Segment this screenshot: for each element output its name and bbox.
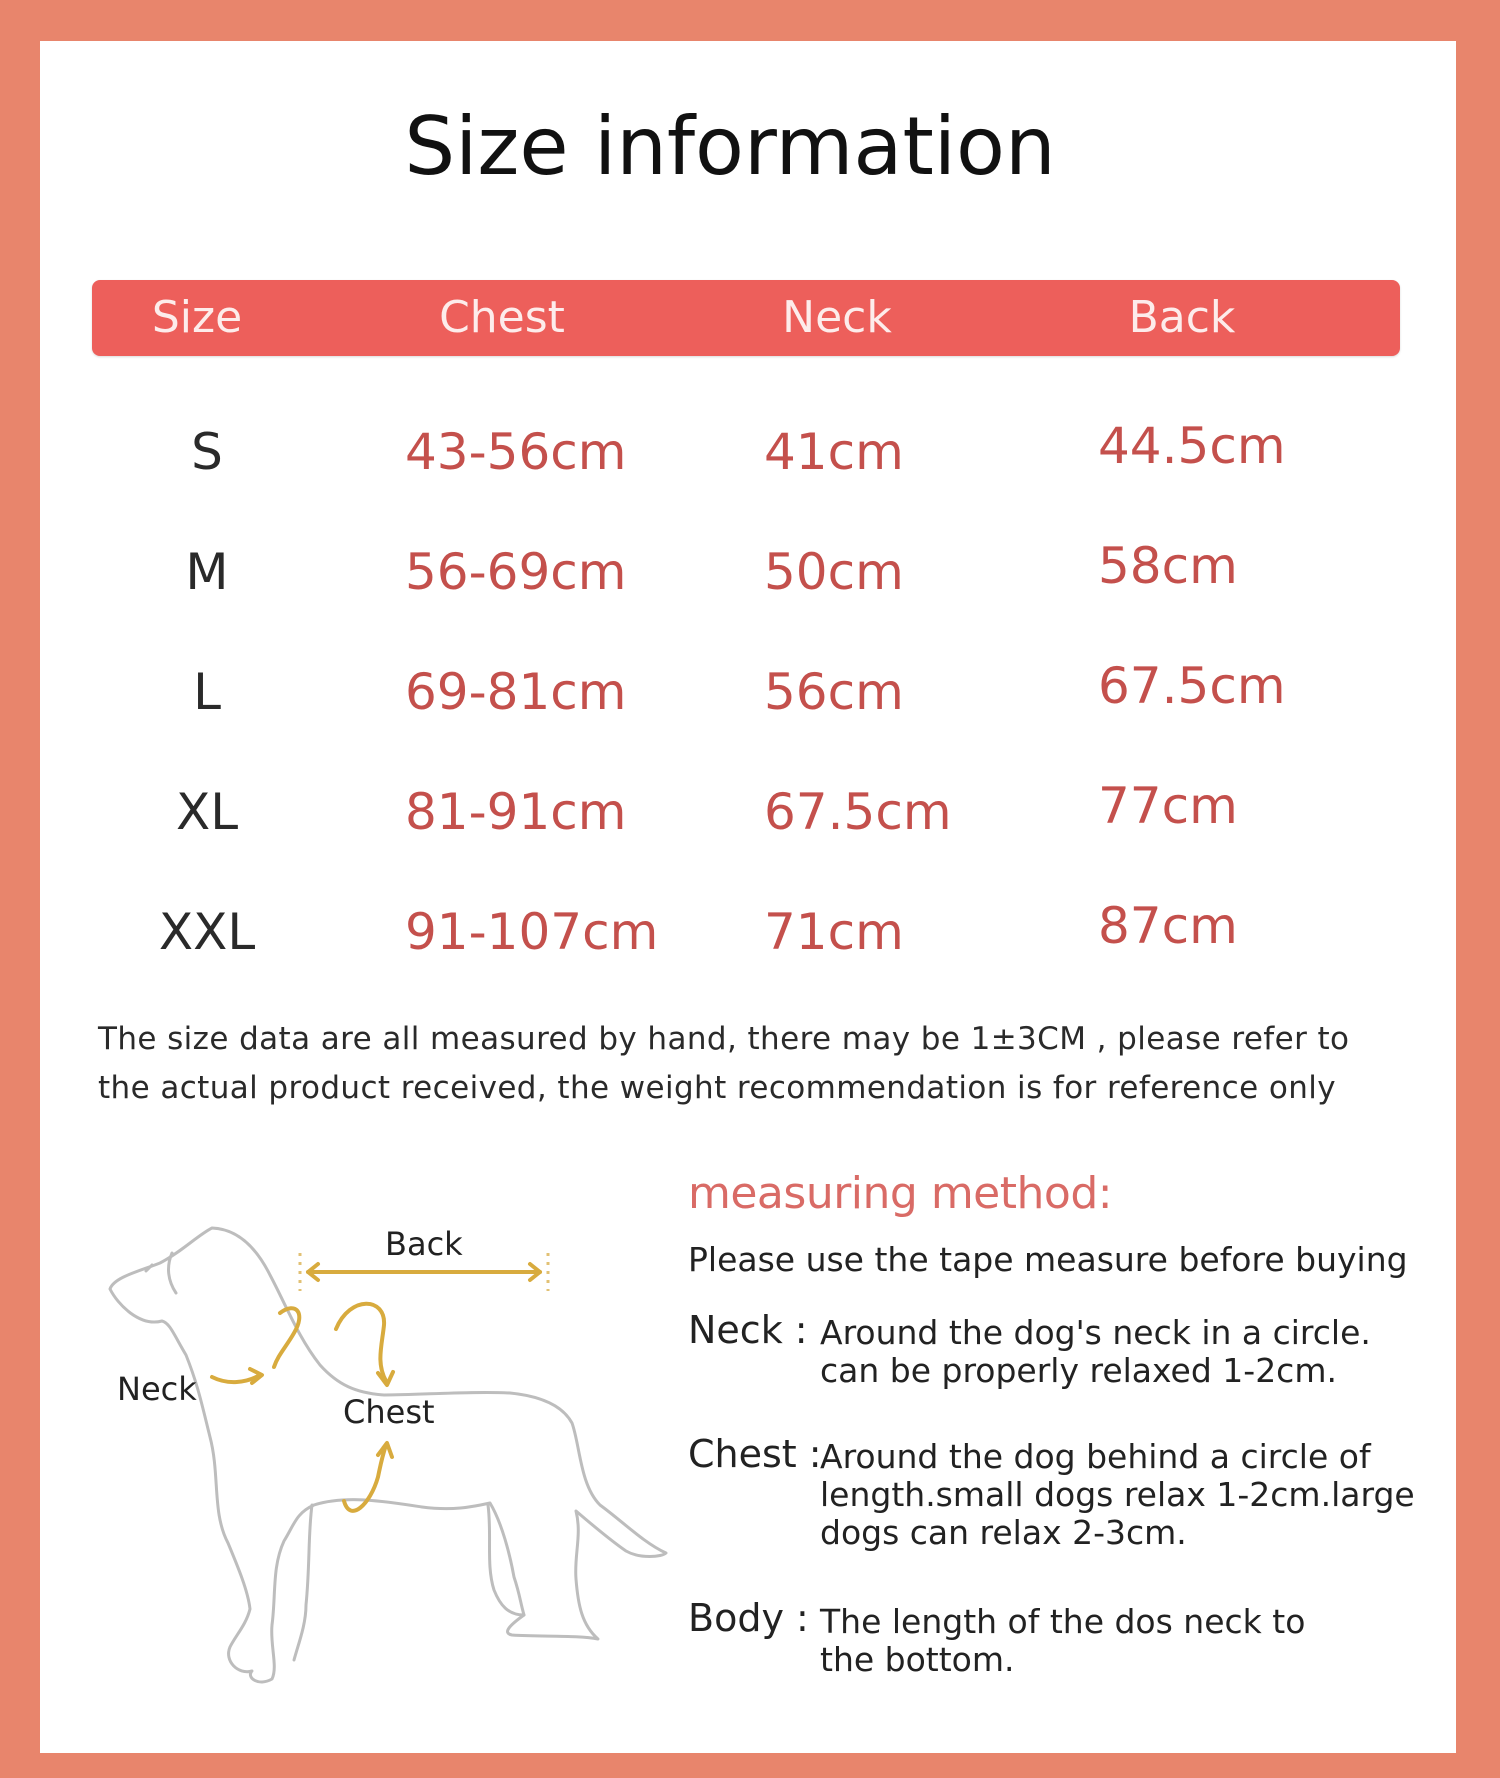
body-term: Body : bbox=[688, 1596, 809, 1640]
measuring-method-subtitle: Please use the tape measure before buying bbox=[688, 1240, 1408, 1279]
back-cell: 77cm bbox=[1098, 777, 1238, 835]
description-line: Around the dog behind a circle of bbox=[820, 1437, 1371, 1476]
description-line: dogs can relax 2-3cm. bbox=[820, 1513, 1187, 1552]
description-line: The length of the dos neck to bbox=[820, 1602, 1306, 1641]
description-line: Around the dog's neck in a circle. bbox=[820, 1313, 1371, 1352]
table-row bbox=[0, 892, 1500, 972]
neck-cell: 56cm bbox=[764, 663, 904, 721]
size-cell: M bbox=[185, 543, 229, 601]
description-line: length.small dogs relax 1-2cm.large bbox=[820, 1475, 1415, 1514]
neck-cell: 41cm bbox=[764, 423, 904, 481]
note-line: The size data are all measured by hand, there may be 1±3CM , please refer to bbox=[98, 1021, 1350, 1057]
size-cell: S bbox=[191, 423, 223, 481]
neck-cell: 50cm bbox=[764, 543, 904, 601]
page-title: Size information bbox=[404, 100, 1056, 193]
back-label: Back bbox=[385, 1225, 463, 1263]
measurement-note bbox=[98, 1015, 1428, 1113]
neck-label: Neck bbox=[117, 1370, 197, 1408]
table-header-bar bbox=[92, 280, 1400, 356]
size-cell: XL bbox=[175, 783, 239, 841]
chest-cell: 81-91cm bbox=[405, 783, 627, 841]
chest-arrow-top bbox=[336, 1304, 386, 1381]
dog-leg-line bbox=[294, 1505, 312, 1660]
dog-silhouette bbox=[110, 1228, 666, 1682]
description-line: can be properly relaxed 1-2cm. bbox=[820, 1351, 1337, 1390]
measuring-method-title: measuring method: bbox=[688, 1168, 1113, 1219]
size-cell: L bbox=[193, 663, 221, 721]
note-line: the actual product received, the weight recommendation is for reference only bbox=[98, 1070, 1337, 1106]
neck-cell: 67.5cm bbox=[764, 783, 952, 841]
back-cell: 87cm bbox=[1098, 897, 1238, 955]
neck-description bbox=[820, 1314, 1371, 1390]
back-cell: 67.5cm bbox=[1098, 657, 1286, 715]
size-cell: XXL bbox=[158, 903, 256, 961]
body-description bbox=[820, 1603, 1305, 1679]
table-row bbox=[0, 772, 1500, 852]
back-cell: 58cm bbox=[1098, 537, 1238, 595]
chest-cell: 43-56cm bbox=[405, 423, 627, 481]
table-row bbox=[0, 652, 1500, 732]
chest-term: Chest : bbox=[688, 1432, 822, 1476]
dog-eye bbox=[146, 1265, 152, 1271]
header-neck: Neck bbox=[782, 292, 892, 343]
neck-term: Neck : bbox=[688, 1308, 808, 1352]
chest-cell: 91-107cm bbox=[405, 903, 659, 961]
table-row bbox=[0, 412, 1500, 492]
chest-cell: 69-81cm bbox=[405, 663, 627, 721]
chest-description bbox=[820, 1438, 1415, 1552]
chest-label: Chest bbox=[343, 1393, 435, 1431]
header-chest: Chest bbox=[439, 292, 565, 343]
description-line: the bottom. bbox=[820, 1640, 1015, 1679]
chest-cell: 56-69cm bbox=[405, 543, 627, 601]
dog-outline-illustration bbox=[100, 1205, 680, 1705]
table-row bbox=[0, 532, 1500, 612]
header-back: Back bbox=[1128, 292, 1236, 343]
dog-diagram bbox=[100, 1205, 680, 1705]
header-size: Size bbox=[151, 292, 243, 343]
dog-ear bbox=[169, 1253, 176, 1293]
neck-cell: 71cm bbox=[764, 903, 904, 961]
back-cell: 44.5cm bbox=[1098, 417, 1286, 475]
